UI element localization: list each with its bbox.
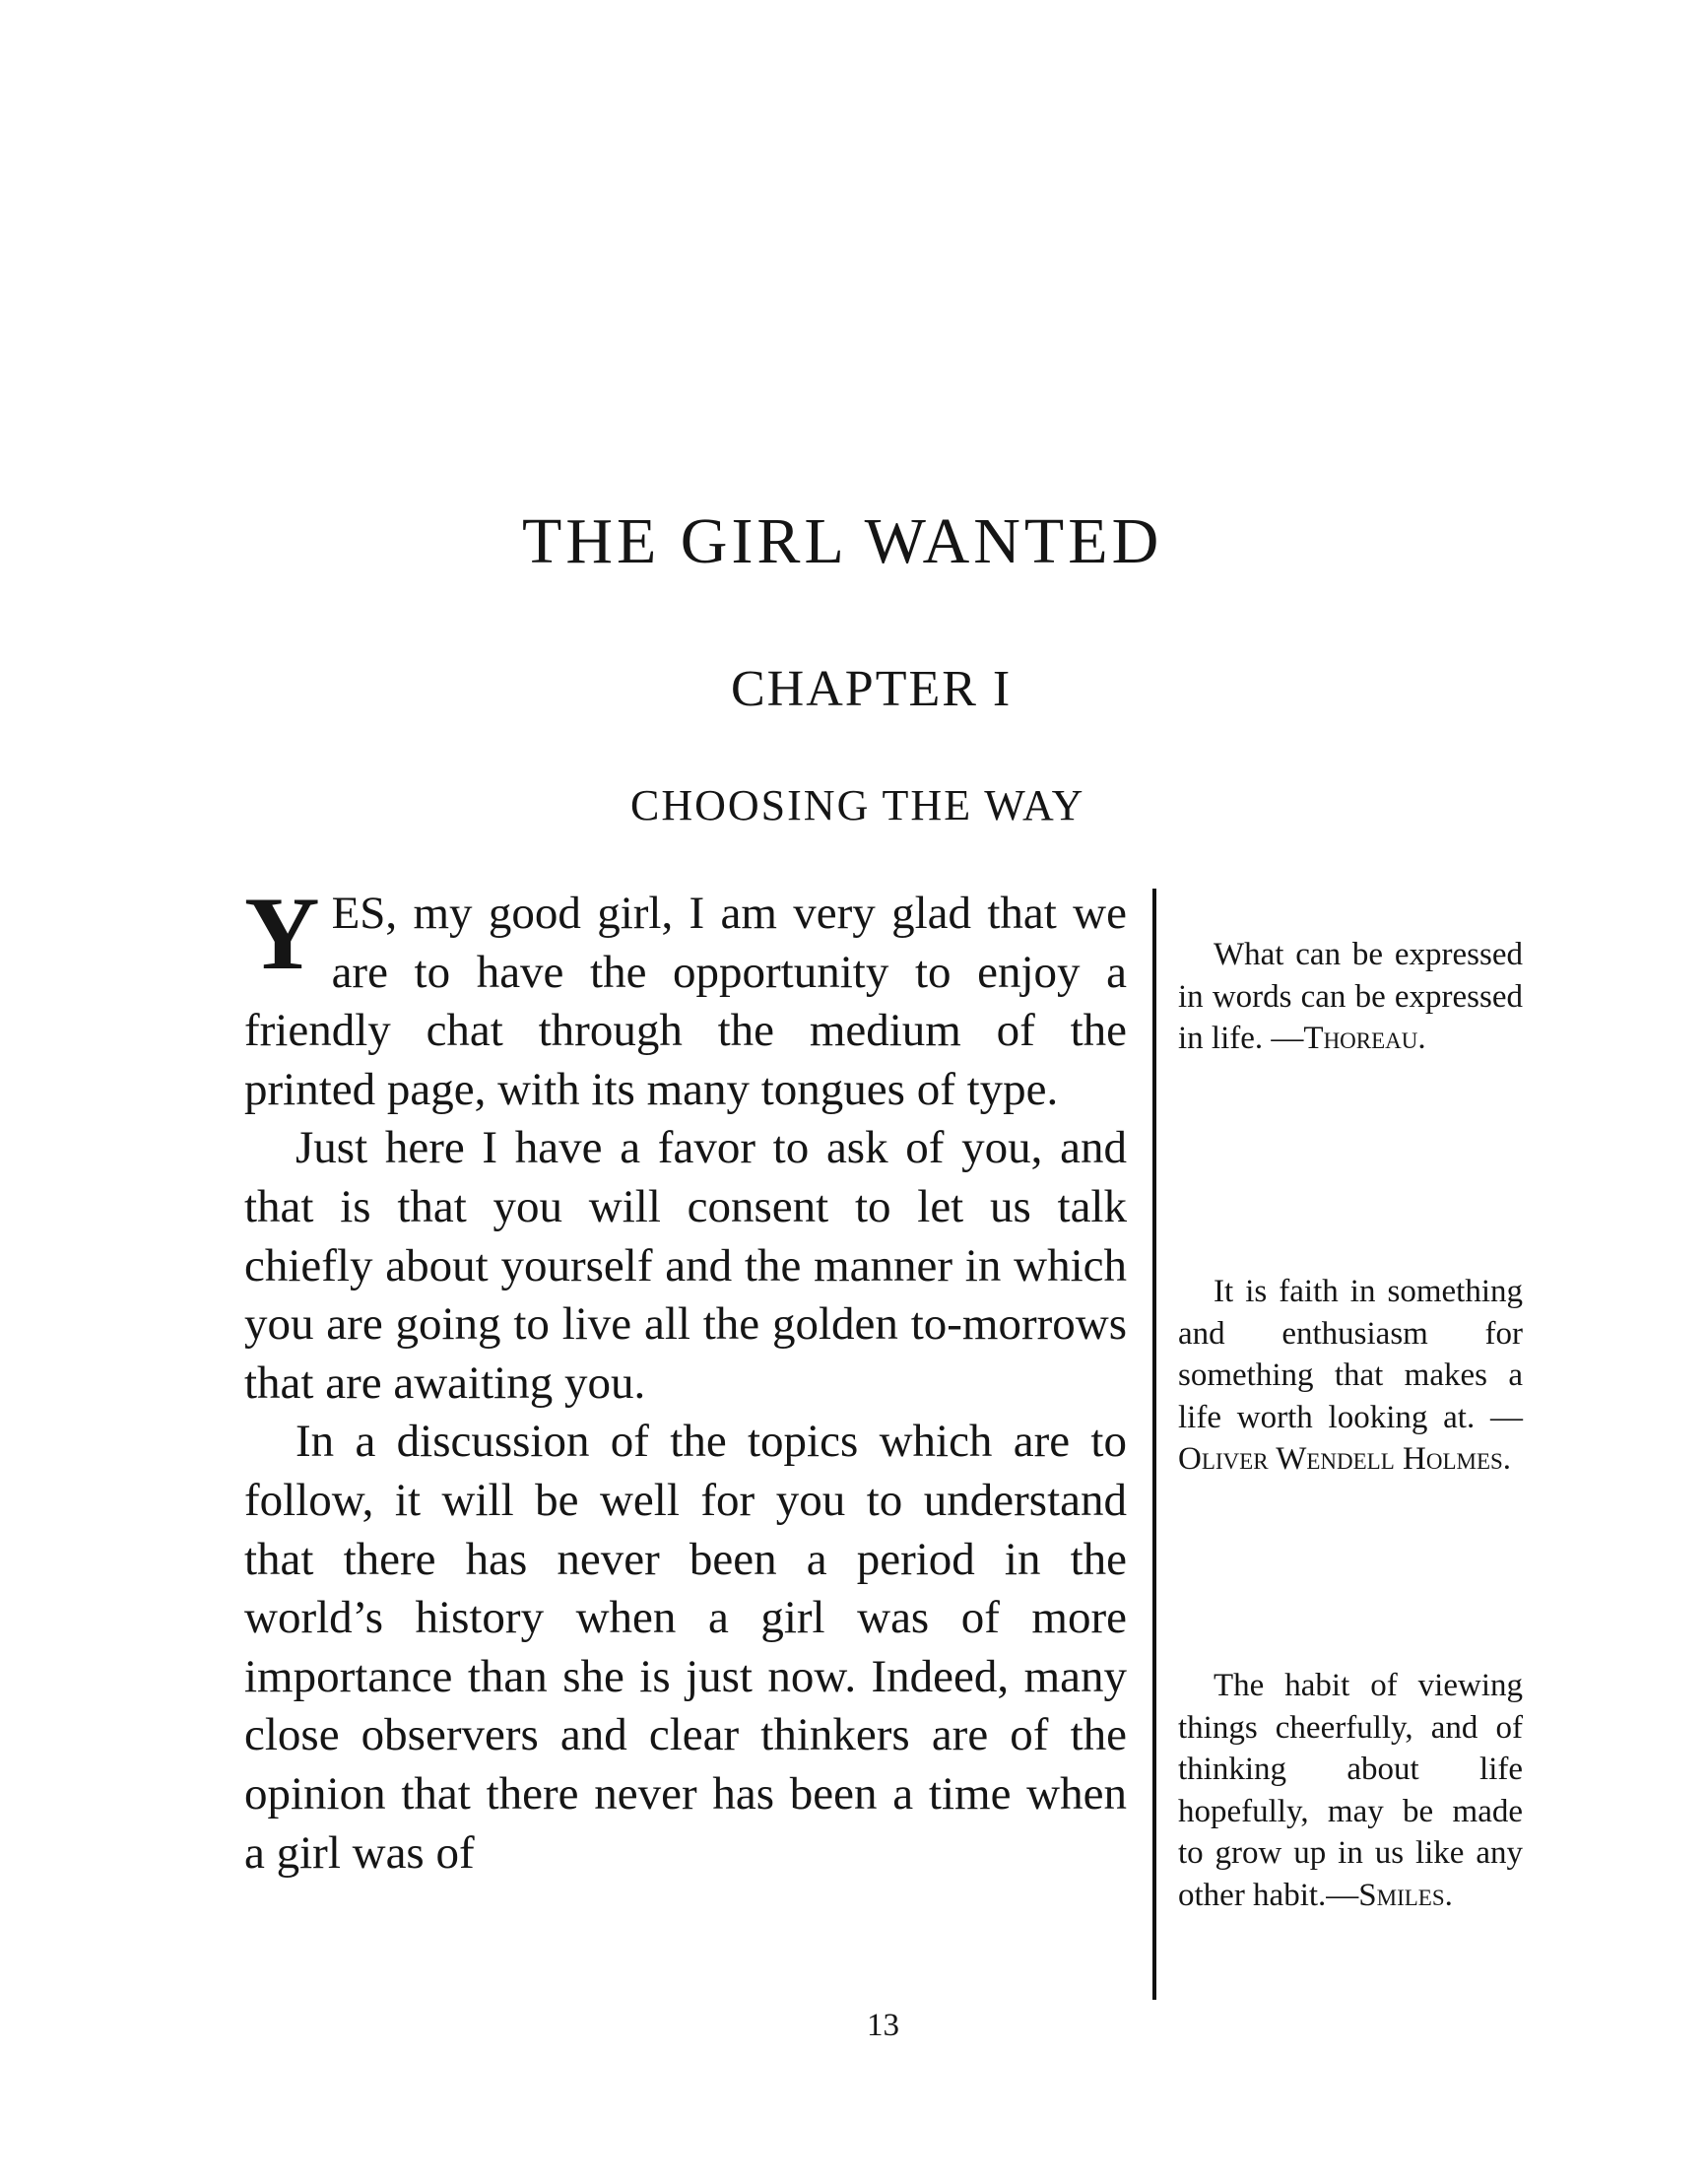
paragraph-1-text: ES, my good girl, I am very glad that we are to have the opportunity to enjoy a friendly chat through the medium of the printed page, with its many tongues of type. [244,888,1127,1115]
drop-cap: Y [244,876,320,991]
sidenote-text: What can be expressed in words can be expressed in life. — [1178,937,1523,1056]
sidenote-thoreau [1178,934,1523,1060]
sidenote-text: The habit of viewing things cheerfully, and of thinking about life hopefully, may be made to grow up in us like any other habit.— [1178,1668,1523,1913]
margin-rule [1152,889,1156,2000]
page-number: 13 [867,2008,899,2043]
body-text [244,876,1127,1883]
paragraph-2: Just here I have a favor to ask of you, and that is that you will consent to let us talk chiefly about yourself and the manner in which you are going to live all the golden to-morrows that are awaiting you. [244,1122,1127,1409]
sidenote-attribution: Smiles. [1358,1877,1453,1913]
sidenote-attribution: Oliver Wendell Holmes. [1178,1441,1512,1477]
sidenote-holmes [1178,1271,1523,1481]
chapter-title: CHOOSING THE WAY [630,781,1085,829]
sidenote-attribution: Thoreau. [1303,1021,1426,1056]
paragraph-3: In a discussion of the topics which are to follow, it will be well for you to understand that there has never been a period in the world’s history when a girl was of more importance than she is just now. Indeed, many close observers and clear thinkers are of the opinion that there never has been a time when a girl was of [244,1416,1127,1879]
sidenote-smiles [1178,1665,1523,1916]
chapter-number: CHAPTER I [731,661,1013,717]
paragraph-1 [244,876,1127,1119]
book-title: THE GIRL WANTED [522,505,1163,577]
sidenote-text: It is faith in something and enthusiasm for something that makes a life worth looking at. — [1178,1274,1523,1435]
